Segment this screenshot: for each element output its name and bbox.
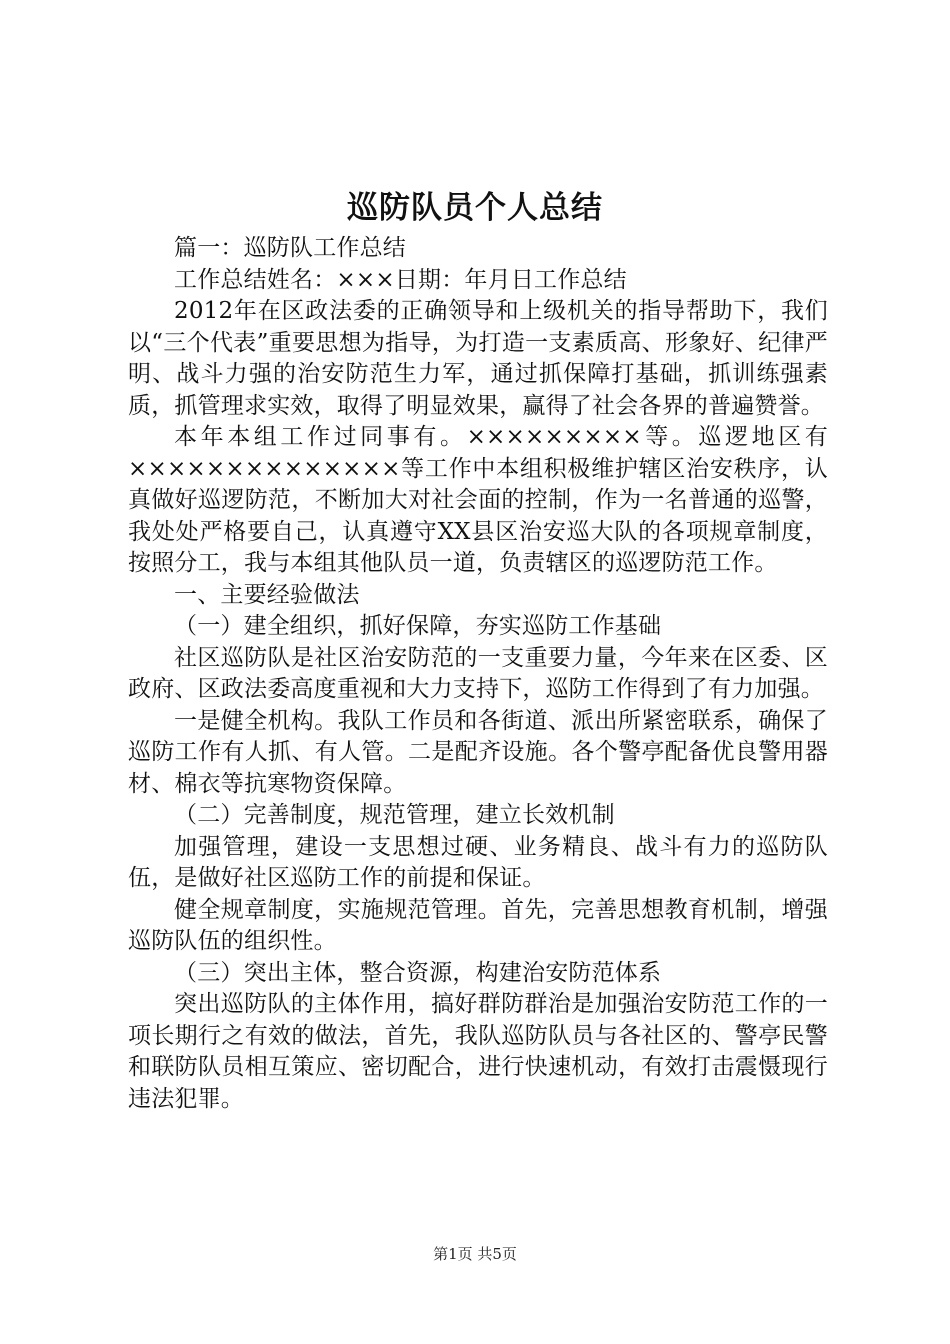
paragraph-meta-line: 工作总结姓名：×××日期：年月日工作总结 [174, 266, 627, 293]
paragraph-intro: 2012年在区政法委的正确领导和上级机关的指导帮助下，我们以“三个代表”重要思想为指导，为打造一支素质高、形象好、纪律严明、战斗力强的治安防范生力军，通过抓保障打基础，抓训练强素质，抓管理求实效，取得了明显效果，赢得了社会各界的普遍赞誉。 [128, 298, 828, 419]
paragraph-body-1: 社区巡防队是社区治安防范的一支重要力量，今年来在区委、区政府、区政法委高度重视和大力支持下，巡防工作得到了有力加强。 [128, 644, 828, 702]
page-title: 巡防队员个人总结 [347, 190, 603, 226]
paragraph-body-2: 一是健全机构。我队工作员和各街道、派出所紧密联系，确保了巡防工作有人抓、有人管。二是配齐设施。各个警亭配备优良警用器材、棉衣等抗寒物资保障。 [128, 707, 828, 797]
paragraph-heading-experience: 一、主要经验做法 [174, 581, 360, 608]
paragraph-subheading-1: （一）建全组织，抓好保障，夯实巡防工作基础 [174, 613, 662, 639]
page-footer: 第1页 共5页 [433, 1245, 517, 1263]
paragraph-section-heading: 篇一：巡防队工作总结 [174, 235, 406, 261]
document-body [128, 233, 828, 1115]
paragraph-body-5: 突出巡防队的主体作用，搞好群防群治是加强治安防范工作的一项长期行之有效的做法，首先，我队巡防队员与各社区的、警亭民警和联防队员相互策应、密切配合，进行快速机动，有效打击震慑现行违法犯罪。 [128, 991, 828, 1112]
paragraph-subheading-3: （三）突出主体，整合资源，构建治安防范体系 [174, 959, 662, 986]
paragraph-body-4: 健全规章制度，实施规范管理。首先，完善思想教育机制，增强巡防队伍的组织性。 [128, 896, 828, 954]
paragraph-team-work: 本年本组工作过同事有。×××××××××等。巡逻地区有××××××××××××××等工作中本组积极维护辖区治安秩序，认真做好巡逻防范，不断加大对社会面的控制，作为一名普通的巡警，我处处严格要自己，认真遵守XX县区治安巡大队的各项规章制度，按照分工，我与本组其他队员一道，负责辖区的巡逻防范工作。 [128, 424, 828, 576]
paragraph-subheading-2: （二）完善制度，规范管理，建立长效机制 [174, 802, 615, 828]
paragraph-body-3: 加强管理，建设一支思想过硬、业务精良、战斗有力的巡防队伍，是做好社区巡防工作的前提和保证。 [128, 833, 828, 891]
